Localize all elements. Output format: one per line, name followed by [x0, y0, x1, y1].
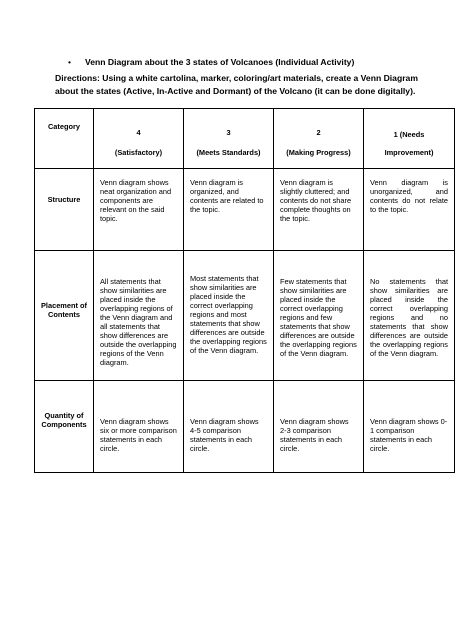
rubric-cell [184, 169, 274, 251]
level-score: 4 [136, 128, 141, 137]
level-score: 1 (Needs [393, 130, 425, 139]
bullet-marker: • [68, 57, 72, 67]
cell-text: No statements that show similarities are placed inside the correct overlapping regions and no statements that show differences are outside the overlapping regions of the Venn diagram. [370, 277, 448, 358]
rubric-cell [184, 251, 274, 381]
rubric-cell [274, 251, 364, 381]
rubric-cell [94, 381, 184, 473]
cell-text: Venn diagram is organized, and contents are related to the topic. [190, 178, 264, 214]
cell-text: Venn diagram is unorganized, and contents do not relate to the topic. [370, 178, 448, 214]
rubric-cell [364, 381, 455, 473]
rubric-table [34, 108, 455, 473]
cell-text: Venn diagram shows 2-3 comparison statements in each circle. [280, 417, 349, 453]
level-score: 2 [316, 128, 321, 137]
level-score: 3 [226, 128, 231, 137]
header-level-1 [364, 109, 455, 169]
row-category: Quantity of Components [35, 381, 94, 473]
activity-heading [68, 57, 354, 67]
directions-text: Directions: Using a white cartolina, marker, coloring/art materials, create a Venn Diagram about the states (Active, In-Active and Dormant) of the Volcano (it can be done digitally). [55, 73, 418, 96]
cell-text: Venn diagram shows six or more comparison statements in each circle. [100, 417, 177, 453]
rubric-header-row [35, 109, 455, 169]
cell-text: All statements that show similarities are placed inside the overlapping regions of the Venn diagram and all statements that show differences are outside the overlapping regions of the Venn diagram. [100, 277, 177, 367]
rubric-cell [364, 169, 455, 251]
level-label: (Satisfactory) [114, 148, 163, 157]
cell-text: Venn diagram shows neat organization and components are relevant on the said topic. [100, 178, 172, 223]
rubric-row-placement [35, 251, 455, 381]
rubric-row-quantity [35, 381, 455, 473]
cell-text: Few statements that show similarities are placed inside the correct overlapping regions and few statements that show differences are outside the overlapping regions of the Venn diagram. [280, 277, 357, 358]
rubric-cell [364, 251, 455, 381]
header-level-3 [184, 109, 274, 169]
row-category: Placement of Contents [35, 251, 94, 381]
cell-text: Venn diagram shows 0-1 comparison statements in each circle. [370, 417, 448, 453]
cell-text: Most statements that show similarities are placed inside the correct overlapping regions and most statements that show differences are outside the overlapping regions of the Venn diagram. [190, 274, 267, 355]
header-level-2 [274, 109, 364, 169]
rubric-cell [94, 251, 184, 381]
cell-text: Venn diagram shows 4-5 comparison statements in each circle. [190, 417, 259, 453]
cell-text: Venn diagram is slightly cluttered; and contents do not share complete thoughts on the topic. [280, 178, 352, 223]
header-level-4 [94, 109, 184, 169]
header-category: Category [35, 109, 94, 169]
level-label: (Making Progress) [286, 148, 351, 157]
row-category: Structure [35, 169, 94, 251]
level-label: Improvement) [384, 148, 434, 157]
rubric-cell [94, 169, 184, 251]
rubric-cell [274, 169, 364, 251]
level-label: (Meets Standards) [196, 148, 261, 157]
rubric-cell [184, 381, 274, 473]
activity-title: Venn Diagram about the 3 states of Volcanoes (Individual Activity) [85, 57, 355, 67]
rubric-row-structure [35, 169, 455, 251]
rubric-cell [274, 381, 364, 473]
